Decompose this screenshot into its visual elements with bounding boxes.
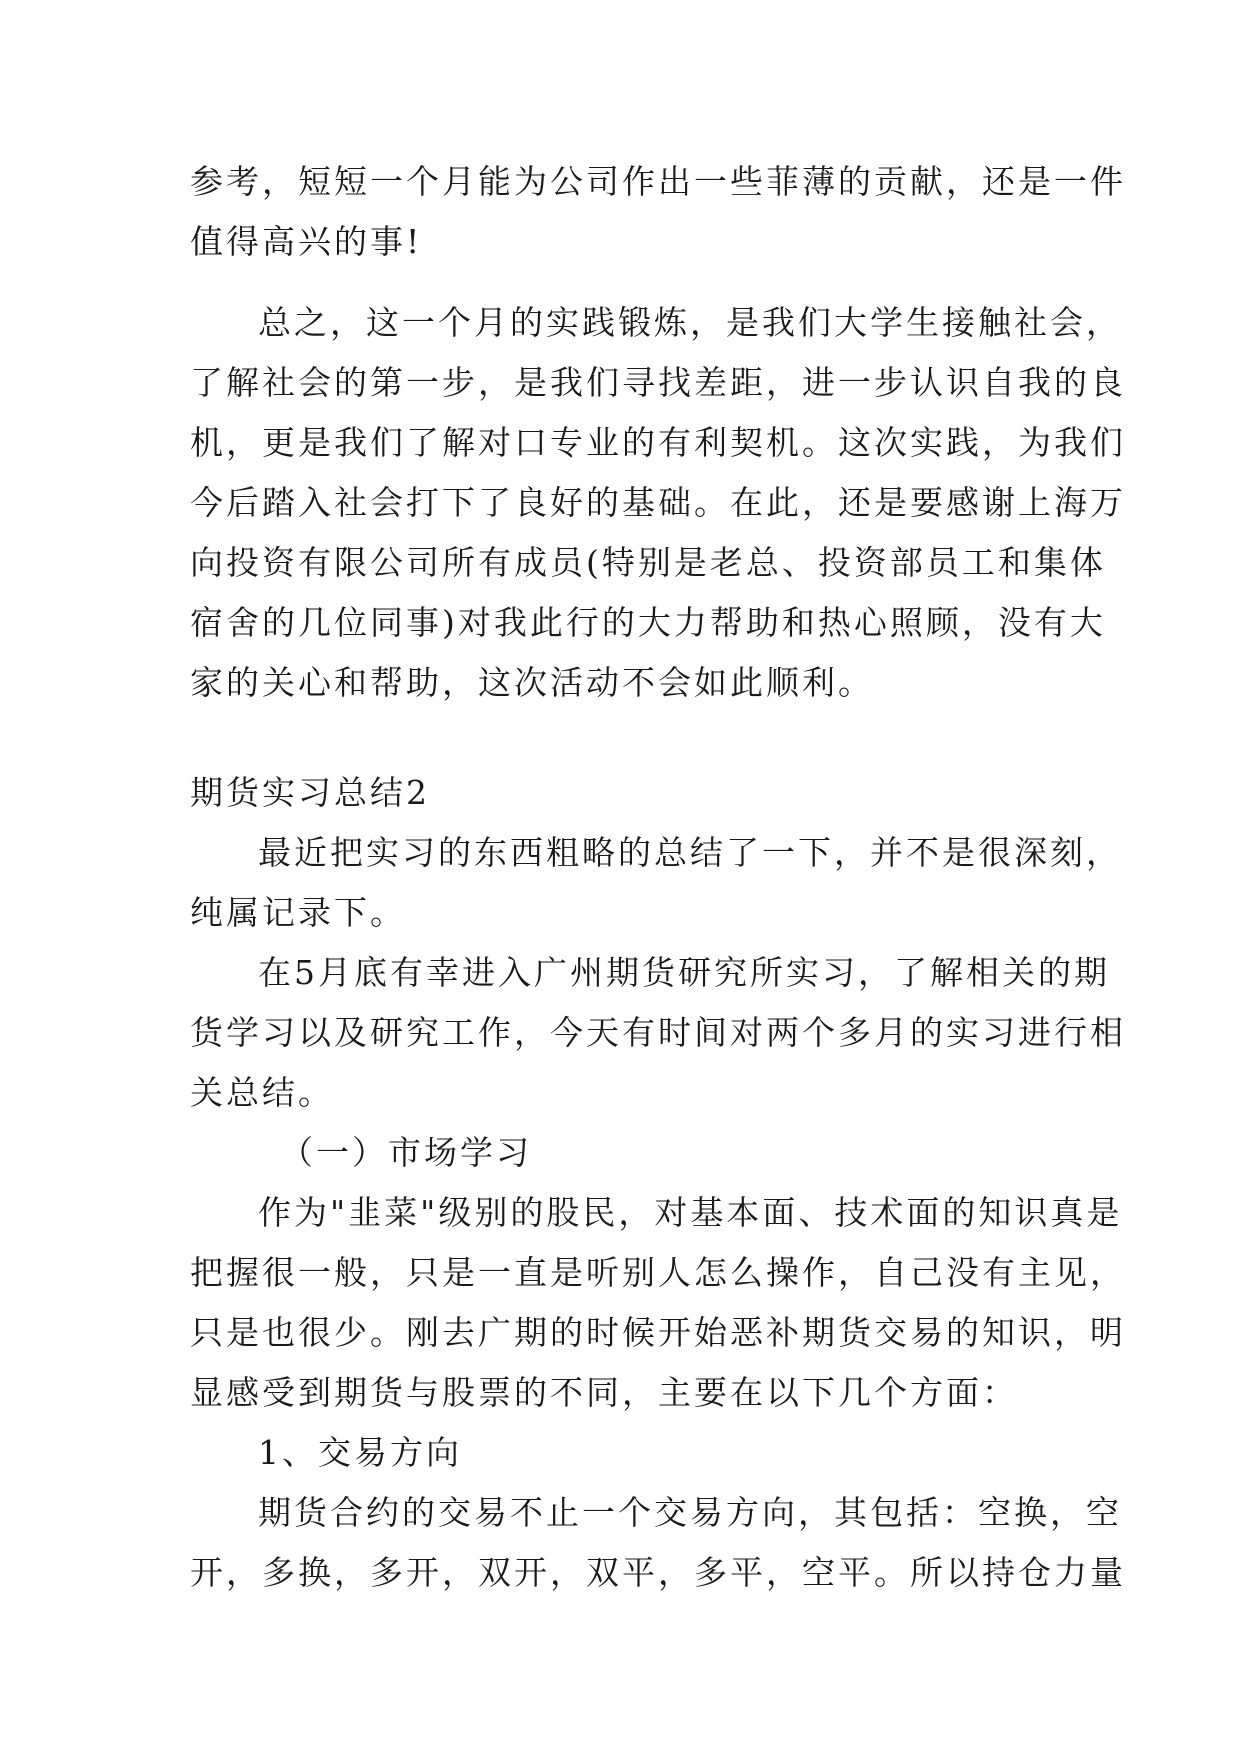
paragraph-line: 最近把实习的东西粗略的总结了一下，并不是很深刻， xyxy=(258,833,1122,872)
paragraph-line: 了解社会的第一步，是我们寻找差距，进一步认识自我的良 xyxy=(190,363,1126,402)
paragraph-line: 期货合约的交易不止一个交易方向，其包括：空换，空 xyxy=(258,1493,1122,1532)
paragraph-line: 宿舍的几位同事)对我此行的大力帮助和热心照顾，没有大 xyxy=(190,603,1106,642)
section-title: 期货实习总结2 xyxy=(190,773,430,812)
paragraph-line: 显感受到期货与股票的不同，主要在以下几个方面： xyxy=(190,1373,1018,1412)
paragraph-line: 作为"韭菜"级别的股民，对基本面、技术面的知识真是 xyxy=(258,1193,1123,1232)
paragraph-line: 家的关心和帮助，这次活动不会如此顺利。 xyxy=(190,663,874,702)
paragraph-line: 机，更是我们了解对口专业的有利契机。这次实践，为我们 xyxy=(190,423,1126,462)
paragraph-line: 总之，这一个月的实践锻炼，是我们大学生接触社会， xyxy=(258,303,1122,342)
paragraph-line: 关总结。 xyxy=(190,1073,334,1112)
paragraph-line: 在5月底有幸进入广州期货研究所实习，了解相关的期 xyxy=(258,953,1110,992)
paragraph-line: 向投资有限公司所有成员(特别是老总、投资部员工和集体 xyxy=(190,543,1106,582)
paragraph-line: 纯属记录下。 xyxy=(190,893,406,932)
subsection-heading: （一）市场学习 xyxy=(280,1133,532,1172)
paragraph-line: 货学习以及研究工作，今天有时间对两个多月的实习进行相 xyxy=(190,1013,1126,1052)
paragraph-line: 参考，短短一个月能为公司作出一些菲薄的贡献，还是一件 xyxy=(190,162,1126,201)
paragraph-line: 把握很一般，只是一直是听别人怎么操作，自己没有主见， xyxy=(190,1253,1126,1292)
list-item-heading: 1、交易方向 xyxy=(258,1433,462,1472)
paragraph-line: 只是也很少。刚去广期的时候开始恶补期货交易的知识，明 xyxy=(190,1313,1126,1352)
paragraph-line: 今后踏入社会打下了良好的基础。在此，还是要感谢上海万 xyxy=(190,483,1126,522)
paragraph-line: 值得高兴的事! xyxy=(190,222,423,261)
paragraph-line: 开，多换，多开，双开，双平，多平，空平。所以持仓力量 xyxy=(190,1553,1126,1592)
